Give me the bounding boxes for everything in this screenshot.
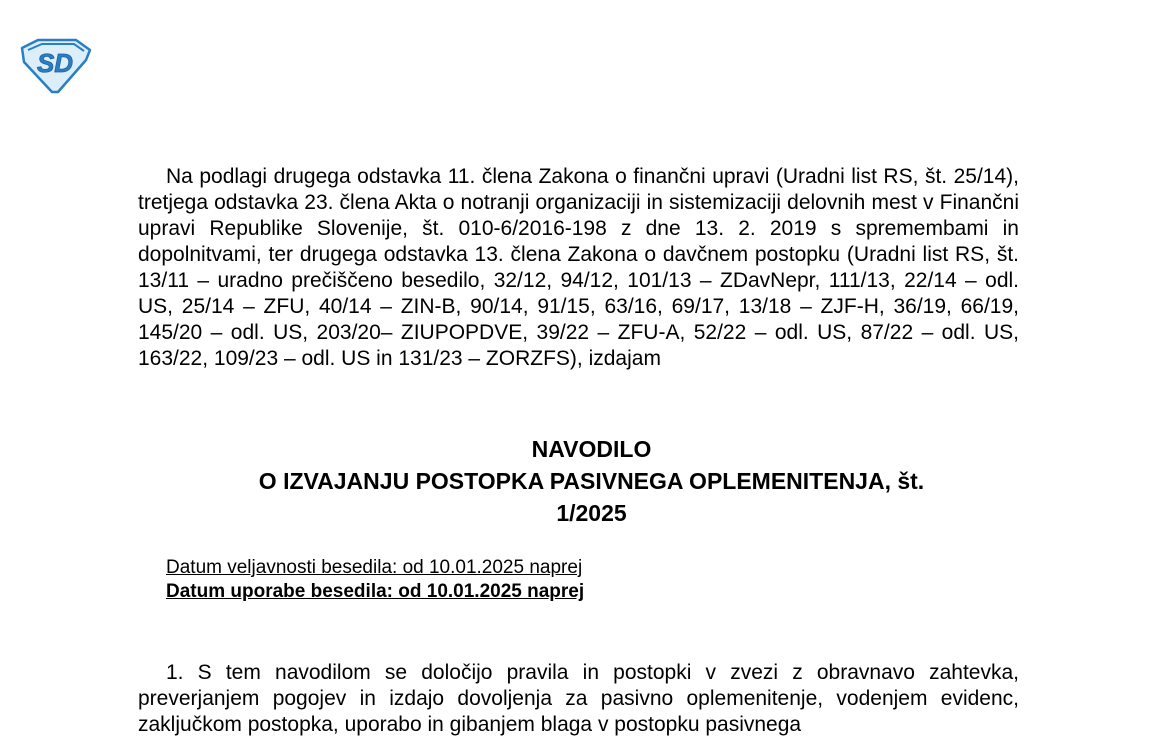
document-title bbox=[138, 433, 1045, 529]
title-line-1: NAVODILO bbox=[531, 436, 652, 462]
valid-from-date: Datum veljavnosti besedila: od 10.01.2025 naprej bbox=[166, 557, 583, 578]
sd-logo-icon bbox=[18, 38, 92, 94]
logo-letters: SD bbox=[36, 48, 74, 78]
validity-dates bbox=[166, 556, 584, 604]
paragraph-1: 1. S tem navodilom se določijo pravila in postopki v zvezi z obravnavo zahtevka, preverjanjem pogojev in izdajo dovoljenja za pasivno oplemenitenje, vodenjem evidenc, zaključkom postopka, uporabo in gibanjem blaga v postopku pasivnega bbox=[138, 661, 1019, 736]
use-from-date: Datum uporabe besedila: od 10.01.2025 naprej bbox=[166, 581, 585, 602]
intro-paragraph: Na podlagi drugega odstavka 11. člena Zakona o finančni upravi (Uradni list RS, št. 25/14), tretjega odstavka 23. člena Akta o notranji organizaciji in sistemizaciji delovnih mest v Finančni upravi Republike Slovenije, št. 010-6/2016-198 z dne 13. 2. 2019 s spremembami in dopolnitvami, ter drugega odstavka 13. člena Zakona o davčnem postopku (Uradni list RS, št. 13/11 – uradno prečiščeno besedilo, 32/12, 94/12, 101/13 – ZDavNepr, 111/13, 22/14 – odl. US, 25/14 – ZFU, 40/14 – ZIN-B, 90/14, 91/15, 63/16, 69/17, 13/18 – ZJF-H, 36/19, 66/19, 145/20 – odl. US, 203/20– ZIUPOPDVE, 39/22 – ZFU-A, 52/22 – odl. US, 87/22 – odl. US, 163/22, 109/23 – odl. US in 131/23 – ZORZFS), izdajam bbox=[138, 165, 1019, 370]
title-line-3: 1/2025 bbox=[556, 500, 627, 526]
title-line-2: O IZVAJANJU POSTOPKA PASIVNEGA OPLEMENITENJA, št. bbox=[258, 468, 925, 494]
